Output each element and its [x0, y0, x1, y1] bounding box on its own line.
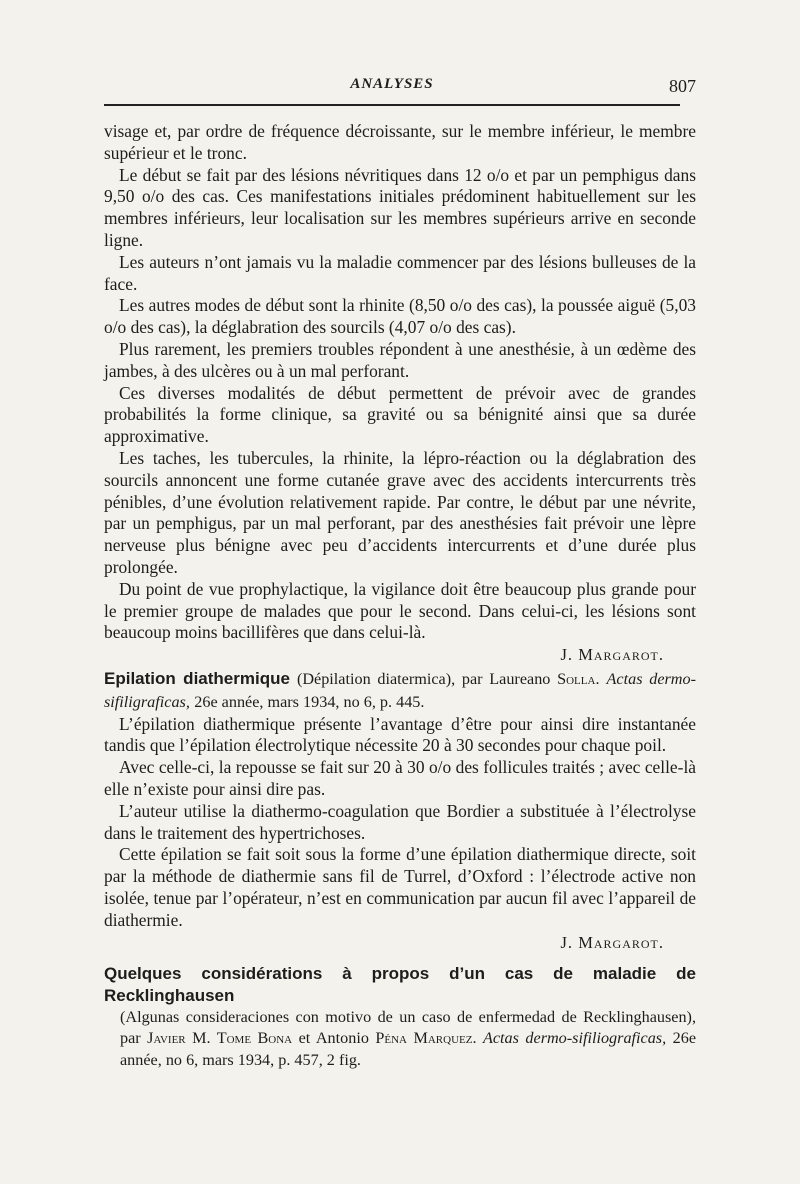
paragraph: Les auteurs n’ont jamais vu la maladie commencer par des lésions bulleuses de la face. — [104, 251, 696, 294]
citation-details: 26e année, mars 1934, no 6, p. 445. — [194, 692, 425, 711]
citation-details: 26e année, no 6, mars 1934, p. 457, 2 fig. — [120, 1029, 696, 1070]
signature-name: Margarot. — [578, 645, 664, 665]
article-title: Epilation diathermique — [104, 669, 290, 688]
paragraph: Plus rarement, les premiers troubles répondent à une anesthésie, à un œdème des jambes, à des ulcères ou à un mal perforant. — [104, 338, 696, 381]
paragraph: L’épilation diathermique présente l’avantage d’être pour ainsi dire instantanée tandis que l’épilation électrolytique nécessite 20 à 30 secondes pour chaque poil. — [104, 713, 696, 756]
running-title: ANALYSES — [350, 76, 434, 92]
journal: Actas dermo-sifiliograficas, — [482, 1029, 667, 1048]
author: Péna Marquez. — [375, 1029, 477, 1048]
article-recklinghausen — [104, 963, 696, 1072]
paragraph: L’auteur utilise la diathermo-coagulation que Bordier a substituée à l’électrolyse dans le traitement des hypertrichoses. — [104, 800, 696, 843]
article-epilation — [104, 668, 696, 953]
paragraph: visage et, par ordre de fréquence décroissante, sur le membre inférieur, le membre supérieur et le tronc. — [104, 121, 696, 163]
signature-name: Margarot. — [578, 932, 664, 952]
article-heading — [104, 963, 696, 1007]
paragraph: Les taches, les tubercules, la rhinite, la lépro-réaction ou la déglabration des sourcils annoncent une forme cutanée grave avec des accidents intercurrents très pénibles, d’une évolution relativement rapide. Par contre, le début par une névrite, par un pemphigus, par un mal perforant, par des anesthésies fait prévoir une lèpre nerveuse plus bénigne avec peu d’accidents intercurrents et d’une durée plus prolongée. — [104, 447, 696, 577]
signature-initial: J. — [560, 932, 574, 952]
previous-article-continuation — [104, 121, 696, 666]
author: Javier M. Tome Bona — [147, 1029, 293, 1048]
paragraph: Cette épilation se fait soit sous la forme d’une épilation diathermique directe, soit par la méthode de diathermie sans fil de Turrel, d’Oxford : l’électrode active non isolée, tenue par l’opérateur, n’est en communication par aucun fil avec l’appareil de diathermie. — [104, 844, 696, 930]
page-number: 807 — [669, 76, 696, 96]
citation-conjunction: et Antonio — [292, 1029, 376, 1048]
paragraph: Du point de vue prophylactique, la vigilance doit être beaucoup plus grande pour le premier groupe de malades que pour le second. Dans celui-ci, les lésions sont beaucoup moins bacillifères que dans celui-là. — [104, 578, 696, 643]
paragraph: Ces diverses modalités de début permettent de prévoir avec de grandes probabilités la forme clinique, sa gravité ou sa bénignité ainsi que sa durée approximative. — [104, 382, 696, 447]
paragraph: Avec celle-ci, la repousse se fait sur 20 à 30 o/o des follicules traités ; avec celle-là elle n’existe pour ainsi dire pas. — [104, 757, 696, 799]
paragraph: Le début se fait par des lésions névritiques dans 12 o/o et par un pemphigus dans 9,50 o/o des cas. Ces manifestations initiales prédominent habituellement sur les membres inférieurs, leur localisation sur les membres supérieurs arrive en seconde ligne. — [104, 164, 696, 250]
citation: (Dépilation diatermica), par Laureano — [296, 670, 558, 688]
citation: (Algunas consideraciones con motivo de un caso de enfermedad de Recklinghausen), par — [120, 1007, 696, 1048]
article-title: Quelques considérations à propos d’un cas de maladie de Recklinghausen — [104, 964, 696, 1005]
header-rule — [104, 104, 680, 106]
paragraph: Les autres modes de début sont la rhinite (8,50 o/o des cas), la poussée aiguë (5,03 o/o des cas), la déglabration des sourcils (4,07 o/o des cas). — [104, 295, 696, 338]
signature — [104, 644, 696, 666]
journal: Actas dermo-sifiligraficas, — [104, 670, 696, 711]
signature — [104, 932, 696, 954]
author: Solla. — [557, 670, 600, 688]
citation-block — [104, 1007, 696, 1072]
article-heading — [104, 668, 696, 714]
signature-initial: J. — [560, 645, 574, 665]
page-header — [104, 74, 696, 98]
